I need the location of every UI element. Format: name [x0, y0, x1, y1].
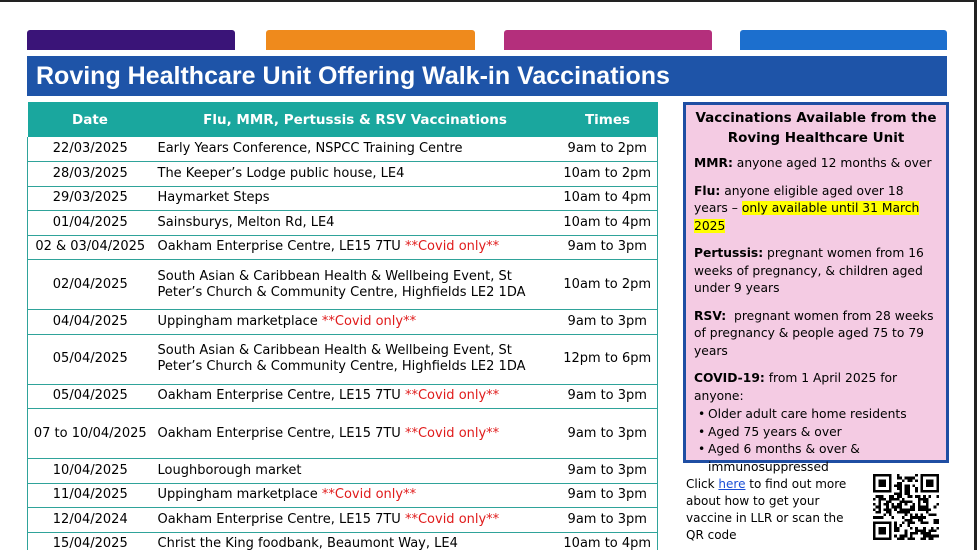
- more-info-note: [686, 476, 864, 544]
- page-title: Roving Healthcare Unit Offering Walk-in Vaccinations: [36, 62, 670, 90]
- row-event: [153, 310, 558, 335]
- row-event: [153, 532, 558, 550]
- flu-deadline-highlight: only available until 31 March 2025: [694, 201, 920, 233]
- rsv-text: pregnant women from 28 weeks of pregnancy & people aged 75 to 79 years: [694, 308, 938, 358]
- list-item: • Aged 75 years & over: [694, 424, 938, 442]
- table-header-row: [28, 102, 658, 137]
- row-time: 9am to 3pm: [558, 459, 658, 484]
- row-event: [153, 211, 558, 236]
- event-name: Oakham Enterprise Centre, LE15 7TU: [157, 388, 401, 404]
- flu-text: anyone eligible aged over 18 years –: [694, 183, 904, 215]
- row-date: 29/03/2025: [28, 186, 153, 211]
- covid-only-tag: **Covid only**: [404, 425, 500, 441]
- table-row: [28, 384, 658, 409]
- row-time: 9am to 3pm: [558, 310, 658, 335]
- table-row: [28, 508, 658, 533]
- row-time: 10am to 2pm: [558, 162, 658, 187]
- event-name: Uppingham marketplace: [157, 313, 318, 329]
- event-name: Early Years Conference, NSPCC Training Centre: [157, 141, 463, 156]
- stripe-blue: [740, 30, 947, 50]
- stripe-magenta: [504, 30, 712, 50]
- covid-text: from 1 April 2025 for anyone:: [694, 371, 898, 403]
- flu-label: Flu:: [694, 183, 721, 198]
- rsv-info: [694, 308, 938, 361]
- list-item: • Aged 6 months & over & immunosuppressed: [694, 441, 938, 476]
- table-row: [28, 459, 658, 484]
- event-name: Haymarket Steps: [157, 190, 270, 206]
- flu-info: [694, 183, 938, 236]
- stripe-purple: [27, 30, 235, 50]
- panel-title: Vaccinations Available from the Roving Healthcare Unit: [695, 110, 937, 146]
- row-date: 10/04/2025: [28, 459, 153, 484]
- row-event: [153, 186, 558, 211]
- row-event: [153, 235, 558, 260]
- row-time: 10am to 4pm: [558, 211, 658, 236]
- row-time: 9am to 3pm: [558, 483, 658, 508]
- header-vaccinations: Flu, MMR, Pertussis & RSV Vaccinations: [153, 102, 558, 137]
- row-event: [153, 334, 558, 384]
- row-time: 9am to 3pm: [558, 235, 658, 260]
- row-event: [153, 384, 558, 409]
- table-row: [28, 235, 658, 260]
- list-item: • Older adult care home residents: [694, 406, 938, 424]
- row-date: 12/04/2024: [28, 508, 153, 533]
- row-date: 28/03/2025: [28, 162, 153, 187]
- event-name: Sainsburys, Melton Rd, LE4: [157, 214, 335, 230]
- rsv-label: RSV:: [694, 308, 727, 323]
- table-row: [28, 137, 658, 162]
- table-row: [28, 186, 658, 211]
- row-event: [153, 459, 558, 484]
- note-suffix: to find out more about how to get your vaccine in LLR or scan the QR code: [686, 477, 847, 542]
- event-name: Oakham Enterprise Centre, LE15 7TU: [157, 239, 401, 255]
- row-date: 02/04/2025: [28, 260, 153, 310]
- note-prefix: Click: [686, 477, 719, 491]
- event-name: Christ the King foodbank, Beaumont Way, LE4: [157, 536, 458, 550]
- row-date: 05/04/2025: [28, 334, 153, 384]
- covid-eligibility-list: [694, 406, 938, 476]
- table-row: [28, 532, 658, 550]
- row-time: 9am to 3pm: [558, 508, 658, 533]
- covid-only-tag: **Covid only**: [321, 313, 417, 329]
- event-name: Oakham Enterprise Centre, LE15 7TU: [157, 511, 401, 527]
- row-time: 10am to 2pm: [558, 260, 658, 310]
- table-row: [28, 260, 658, 310]
- row-time: 12pm to 6pm: [558, 334, 658, 384]
- row-event: [153, 162, 558, 187]
- row-event: [153, 508, 558, 533]
- event-name: South Asian & Caribbean Health & Wellbeing Event, St Peter’s Church & Community Centre, Highfields LE2 1DA: [157, 268, 526, 300]
- header-date: Date: [28, 102, 153, 137]
- pertussis-info: [694, 245, 938, 298]
- table-row: [28, 483, 658, 508]
- covid-only-tag: **Covid only**: [404, 511, 500, 527]
- row-event: [153, 260, 558, 310]
- covid-label: COVID-19:: [694, 371, 765, 385]
- row-date: 15/04/2025: [28, 532, 153, 550]
- table-row: [28, 162, 658, 187]
- row-date: 02 & 03/04/2025: [28, 235, 153, 260]
- covid-only-tag: **Covid only**: [404, 239, 500, 255]
- vaccinations-info-panel: [683, 102, 949, 474]
- schedule-table: [27, 102, 658, 550]
- event-name: The Keeper’s Lodge public house, LE4: [157, 165, 405, 181]
- row-time: 9am to 3pm: [558, 409, 658, 459]
- event-name: Uppingham marketplace: [157, 487, 318, 503]
- row-time: 9am to 2pm: [558, 137, 658, 162]
- header-times: Times: [558, 102, 658, 137]
- covid-only-tag: **Covid only**: [321, 487, 417, 503]
- row-date: 04/04/2025: [28, 310, 153, 335]
- row-event: [153, 409, 558, 459]
- row-event: [153, 137, 558, 162]
- event-name: South Asian & Caribbean Health & Wellbeing Event, St Peter’s Church & Community Centre, Highfields LE2 1DA: [157, 343, 526, 374]
- stripe-orange: [266, 30, 475, 50]
- table-row: [28, 310, 658, 335]
- row-event: [153, 483, 558, 508]
- table-row: [28, 211, 658, 236]
- row-date: 05/04/2025: [28, 384, 153, 409]
- row-date: 07 to 10/04/2025: [28, 409, 153, 459]
- event-name: Loughborough market: [157, 462, 302, 478]
- row-time: 10am to 4pm: [558, 186, 658, 211]
- mmr-text: anyone aged 12 months & over: [732, 156, 932, 170]
- row-date: 22/03/2025: [28, 137, 153, 162]
- row-time: 9am to 3pm: [558, 384, 658, 409]
- mmr-info: [694, 155, 938, 173]
- title-banner: [27, 56, 947, 96]
- top-border: [0, 0, 977, 2]
- pertussis-label: Pertussis:: [694, 246, 764, 260]
- here-link[interactable]: here: [718, 477, 746, 491]
- pertussis-text: pregnant women from 16 weeks of pregnancy, & children aged under 9 years: [694, 246, 924, 295]
- row-date: 01/04/2025: [28, 211, 153, 236]
- covid-info: [694, 370, 938, 476]
- mmr-label: MMR:: [694, 156, 733, 170]
- row-time: 10am to 4pm: [558, 532, 658, 550]
- event-name: Oakham Enterprise Centre, LE15 7TU: [157, 425, 401, 441]
- qr-code-icon[interactable]: [873, 474, 939, 540]
- row-date: 11/04/2025: [28, 483, 153, 508]
- table-row: [28, 334, 658, 384]
- table-row: [28, 409, 658, 459]
- covid-only-tag: **Covid only**: [404, 388, 500, 404]
